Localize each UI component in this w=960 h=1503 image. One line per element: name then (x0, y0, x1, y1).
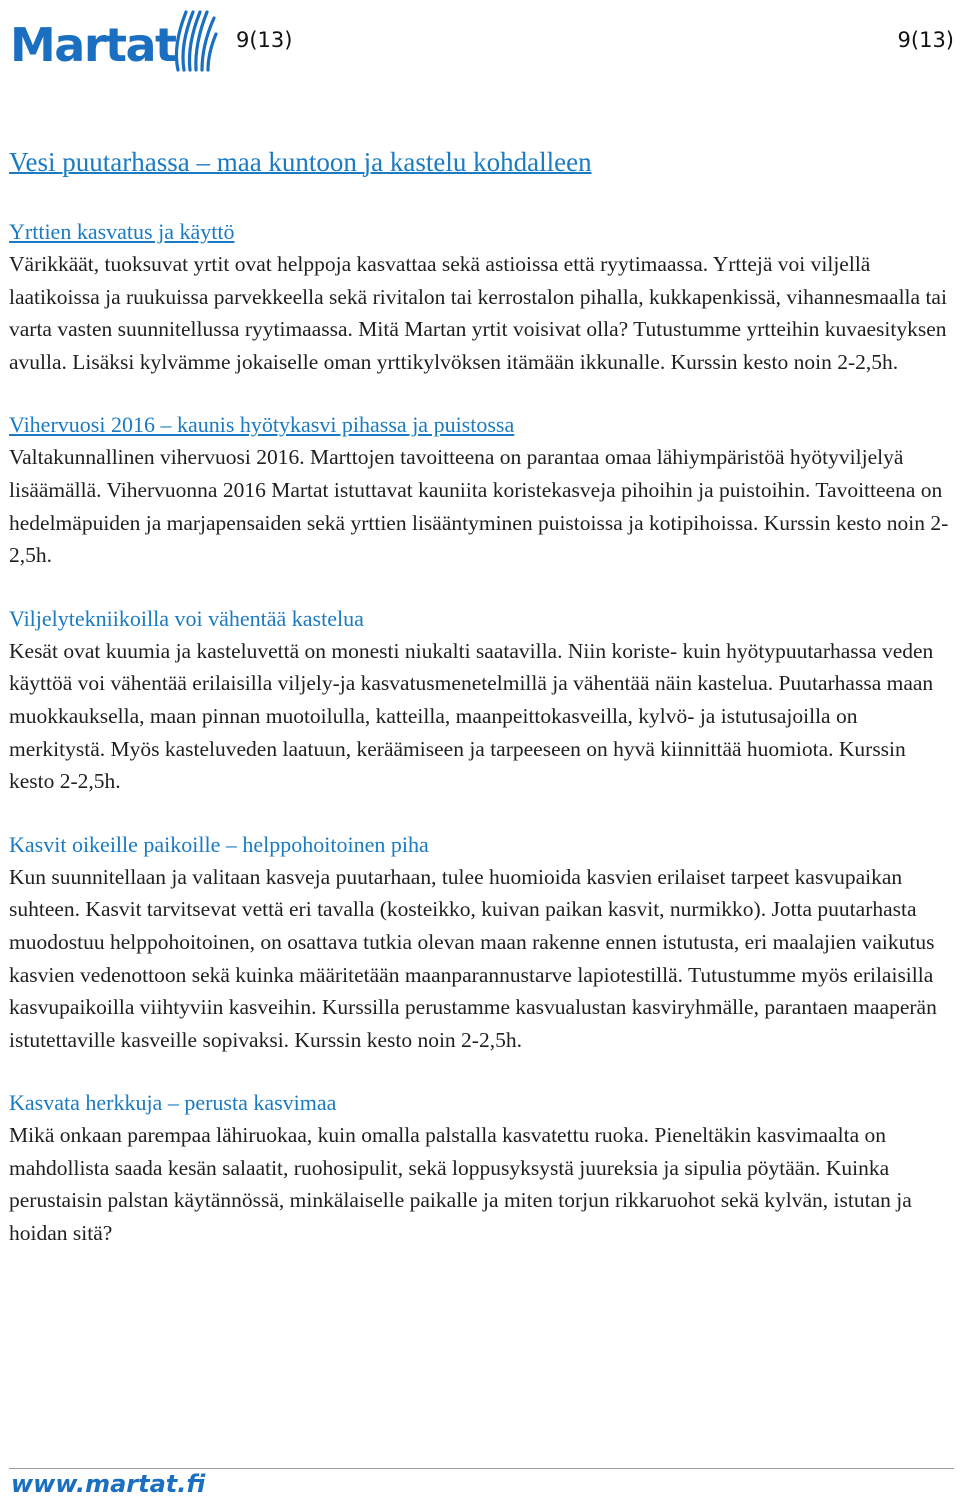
section-heading: Viljelytekniikoilla voi vähentää kastelua (9, 605, 364, 631)
page-number-left: 9(13) (236, 28, 293, 52)
section-heading: Kasvit oikeille paikoille – helppohoitoinen piha (9, 831, 429, 857)
section-herbs (9, 216, 954, 378)
martat-logo[interactable] (10, 8, 220, 76)
logo-wordmark: Martat (10, 18, 176, 72)
footer-website-link[interactable]: www.martat.fi (11, 1470, 206, 1498)
section-heading: Yrttien kasvatus ja käyttö (9, 219, 235, 244)
page-header (0, 0, 960, 80)
footer-divider (9, 1468, 954, 1469)
document-title: Vesi puutarhassa – maa kuntoon ja kastelu kohdalleen (9, 147, 592, 177)
section-body: Värikkäät, tuoksuvat yrtit ovat helppoja kasvattaa sekä astioissa että ryytimaassa. Yrttejä voi viljellä laatikoissa ja ruukuissa parvekkeella sekä rivitalon tai kerrostalon pihalla, kukkapenkissä, vihannesmaalla tai varta vasten suunnitellussa ryytimaassa. Mitä Martan yrtit voisivat olla? Tutustumme yrtteihin kuvaesityksen avulla. Lisäksi kylvämme jokaiselle oman yrttikylvöksen itämään ikkunalle. Kurssin kesto noin 2-2,5h. (9, 252, 947, 374)
page-number-right: 9(13) (897, 28, 954, 52)
logo-feather-icon (170, 8, 218, 74)
document-body (9, 142, 954, 1281)
section-plant-placement (9, 829, 954, 1057)
section-body: Kun suunnitellaan ja valitaan kasveja puutarhaan, tulee huomioida kasvien erilaiset tarpeet kasvupaikan suhteen. Kasvit tarvitsevat vettä eri tavalla (kosteikko, kuivan paikan kasvit, nurmikko). Jotta puutarhasta muodostuu helppohoitoinen, on osattava tutkia olevan maan rakenne ennen istutusta, eri maalajien vaikutus kasvien vedenottoon sekä kuinka määritetään maanparannustarve lapiotestillä. Tutustumme myös erilaisilla kasvupaikoilla viihtyviin kasveihin. Kurssilla perustamme kasvualustan kasviryhmälle, parantaen maaperän istutettaville kasveille sopivaksi. Kurssin kesto noin 2-2,5h. (9, 864, 937, 1052)
section-heading: Kasvata herkkuja – perusta kasvimaa (9, 1090, 337, 1116)
section-body: Mikä onkaan parempaa lähiruokaa, kuin omalla palstalla kasvatettu ruoka. Pieneltäkin kasvimaalta on mahdollista saada kesän salaatit, ruohosipulit, sekä loppusyksystä juureksia ja sipulia pöytään. Kuinka perustaisin palstan käytännössä, minkälaiselle paikalle ja miten torjun rikkaruohot sekä kylvän, istutan ja hoidan sitä? (9, 1123, 912, 1246)
section-body: Valtakunnallinen vihervuosi 2016. Marttojen tavoitteena on parantaa omaa lähiympäristöä hyötyviljelyä lisäämällä. Vihervuonna 2016 Martat istuttavat kauniita koristekasveja pihoihin ja puistoihin. Tavoitteena on hedelmäpuiden ja marjapensaiden sekä yrttien lisääntyminen puistoissa ja kotipihoissa. Kurssin kesto noin 2-2,5h. (9, 445, 949, 568)
section-green-year (9, 409, 954, 571)
section-cultivation-techniques (9, 603, 954, 798)
section-heading: Vihervuosi 2016 – kaunis hyötykasvi pihassa ja puistossa (9, 412, 515, 438)
section-body: Kesät ovat kuumia ja kasteluvettä on monesti niukalti saatavilla. Niin koriste- kuin hyötypuutarhassa veden käyttöä voi vähentää erilaisilla viljely-ja kasvatusmenetelmillä ja vähentää näin kastelua. Puutarhassa maan muokkauksella, maan pinnan muotoilulla, katteilla, maanpeittokasveilla, kylvö- ja istutusajoilla on merkitystä. Myös kasteluveden laatuun, keräämiseen ja tarpeeseen on hyvä kiinnittää huomiota. Kurssin kesto 2-2,5h. (9, 638, 934, 794)
section-vegetable-garden (9, 1087, 954, 1249)
